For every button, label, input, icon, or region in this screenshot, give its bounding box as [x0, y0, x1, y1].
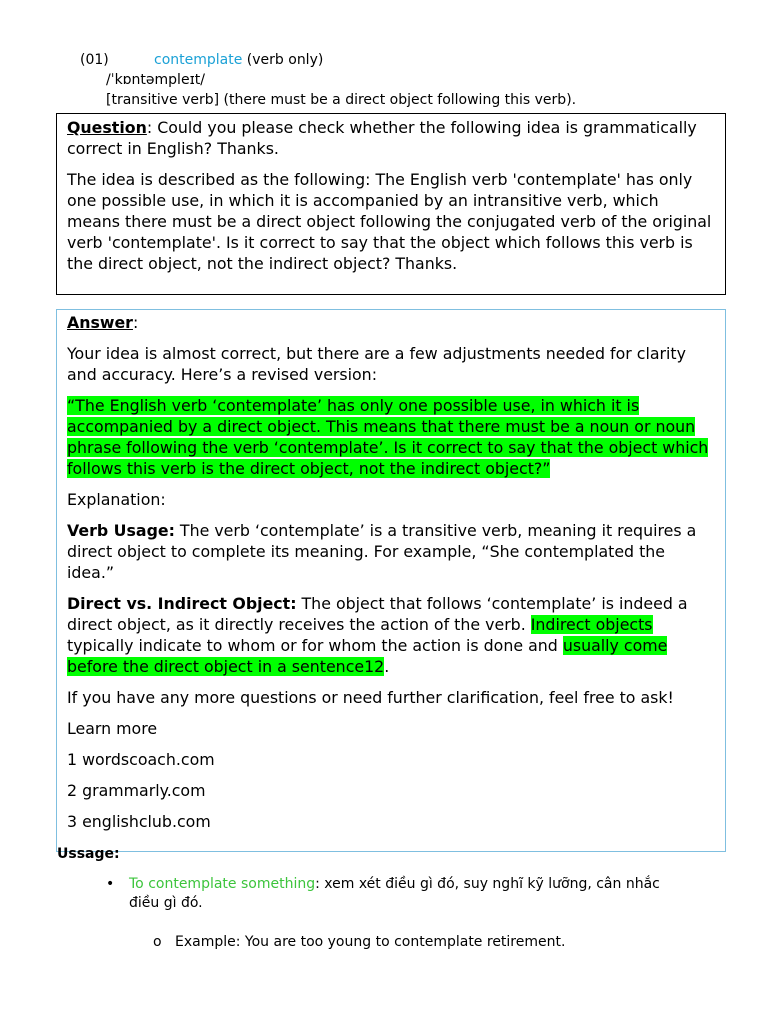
bullet-marker: • — [106, 876, 115, 892]
source-link[interactable]: 1 wordscoach.com — [67, 750, 215, 769]
usage-bullet-text — [129, 875, 689, 913]
usage-heading: Ussage: — [57, 846, 120, 862]
usage-meaning: : xem xét điều gì đó, suy nghĩ kỹ lưỡng, cân nhắc điều gì đó. — [129, 876, 660, 911]
usage-phrase: To contemplate something — [129, 876, 316, 892]
entry-ipa: /ˈkɒntəmpleɪt/ — [106, 72, 205, 88]
usage-example — [153, 933, 565, 951]
answer-box — [56, 309, 726, 852]
entry-headword-wrap — [154, 52, 323, 69]
answer-revised: “The English verb ‘contemplate’ has only one possible use, in which it is accompanied by a direct object. This means that there must be a noun or noun phrase following the verb ‘contemplate’. Is it correct to say that the object which follows this verb is the direct object, not the indirect object?” — [67, 396, 709, 478]
closing-text: If you have any more questions or need further clarification, feel free to ask! — [67, 688, 674, 707]
source-link[interactable]: 2 grammarly.com — [67, 781, 206, 800]
verb-usage-title: Verb Usage: — [67, 521, 175, 540]
direct-text-1: The object that follows ‘contemplate’ is indeed a direct object, as it directly receives the action of the verb. — [67, 594, 688, 634]
explanation-heading: Explanation: — [67, 490, 166, 509]
answer-heading — [67, 312, 715, 333]
question-intro-text: : Could you please check whether the following idea is grammatically correct in English? Thanks. — [67, 118, 697, 158]
usage-example-text: Example: You are too young to contemplate retirement. — [175, 934, 566, 950]
question-box — [56, 113, 726, 295]
answer-intro: Your idea is almost correct, but there are a few adjustments needed for clarity and accuracy. Here’s a revised version: — [67, 344, 686, 384]
answer-revised-para — [67, 395, 715, 479]
direct-text-2: typically indicate to whom or for whom the action is done and — [67, 636, 563, 655]
question-intro — [67, 117, 715, 159]
answer-label: Answer — [67, 313, 133, 332]
verb-usage-para — [67, 520, 715, 583]
sub-bullet-marker: o — [153, 934, 162, 950]
entry-number: (01) — [80, 52, 109, 68]
source-link[interactable]: 3 englishclub.com — [67, 812, 211, 831]
direct-highlight-2: usually come before the direct object in a sentence12 — [67, 636, 668, 676]
learn-more-label: Learn more — [67, 719, 158, 738]
direct-highlight-1: Indirect objects — [530, 615, 653, 634]
entry-headword: contemplate — [154, 52, 243, 68]
entry-grammar-note: [transitive verb] (there must be a direct object following this verb). — [106, 92, 577, 108]
direct-indirect-para — [67, 593, 715, 677]
answer-label-suffix: : — [132, 313, 139, 332]
entry-pos-note: (verb only) — [242, 52, 324, 68]
question-body: The idea is described as the following: The English verb 'contemplate' has only one possible use, in which it is accompanied by an intransitive verb, which means there must be a direct object following the conjugated verb of the original verb 'contemplate'. Is it correct to say that the object which follows this verb is the direct object, not the indirect object? Thanks. — [67, 170, 712, 273]
direct-text-3: . — [384, 657, 390, 676]
question-label: Question — [67, 118, 147, 137]
direct-indirect-title: Direct vs. Indirect Object: — [67, 594, 297, 613]
verb-usage-text: The verb ‘contemplate’ is a transitive verb, meaning it requires a direct object to complete its meaning. For example, “She contemplated the idea.” — [67, 521, 697, 582]
